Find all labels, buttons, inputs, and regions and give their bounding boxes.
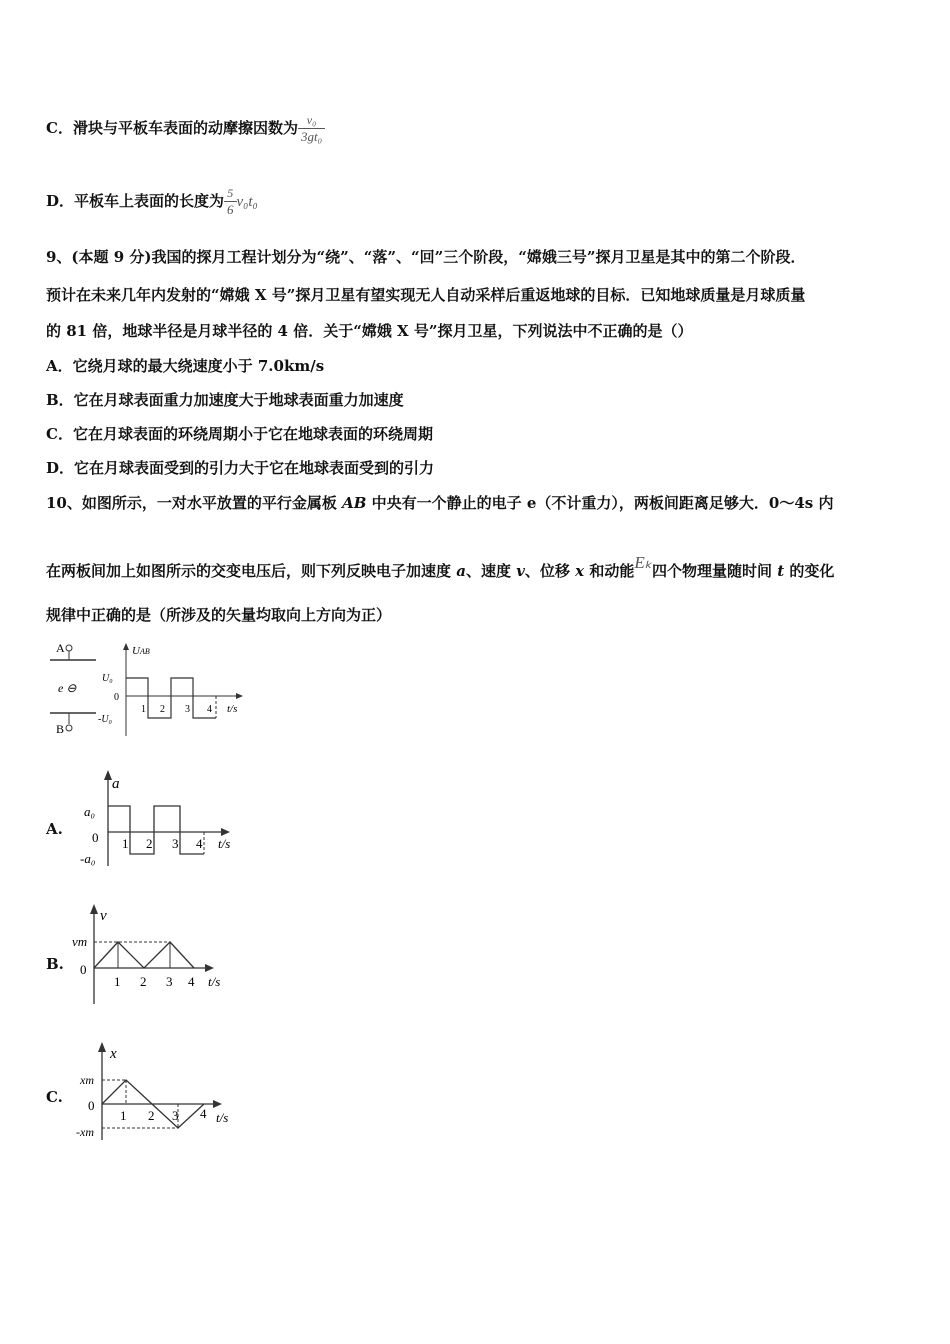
voltage-figure bbox=[44, 640, 254, 740]
tick-label-4: 4 bbox=[196, 836, 203, 851]
v-axis-label: v bbox=[100, 908, 107, 924]
q9-line-3: 的 81 倍，地球半径是月球半径的 4 倍．关于“嫦娥 X 号”探月卫星，下列说法中不正确的是（） bbox=[46, 322, 693, 340]
q10-option-b-label: B. bbox=[46, 955, 64, 973]
electron-label: e ⊖ bbox=[58, 681, 77, 695]
q10-line-2: 在两板间加上如图所示的交变电压后，则下列反映电子加速度 a、速度 v、位移 x 和动能Eₖ四个物理量随时间 t 的变化 bbox=[46, 553, 835, 580]
tick-label-2: 2 bbox=[148, 1108, 155, 1123]
tick-label-4: 4 bbox=[207, 704, 212, 715]
q10-option-a-label: A. bbox=[46, 820, 63, 838]
plate-b-terminal bbox=[66, 725, 72, 731]
length-fraction: $\frac{5}{6}$ bbox=[224, 186, 237, 218]
zero-label: 0 bbox=[92, 830, 99, 845]
tick-label-3: 3 bbox=[185, 704, 190, 715]
tick-label-1: 1 bbox=[120, 1108, 127, 1123]
a-axis-arrow bbox=[104, 770, 112, 780]
u-axis-arrow bbox=[123, 643, 129, 650]
vm-label: vm bbox=[72, 934, 88, 949]
t-axis-label: t/s bbox=[208, 974, 221, 989]
tick-label-1: 1 bbox=[122, 836, 129, 851]
q10-line-3: 规律中正确的是（所涉及的矢量均取向上方向为正） bbox=[46, 606, 392, 624]
kinetic-energy-symbol: Eₖ bbox=[634, 553, 652, 572]
length-tail: v₀t₀ bbox=[236, 194, 258, 210]
tick-label-2: 2 bbox=[140, 974, 147, 989]
zero-label: 0 bbox=[80, 962, 87, 977]
q9-option-b: B．它在月球表面重力加速度大于地球表面重力加速度 bbox=[46, 391, 404, 409]
option-a-graph bbox=[78, 768, 248, 868]
tick-label-1: 1 bbox=[141, 704, 146, 715]
a-axis-label: a bbox=[112, 776, 120, 792]
xm-label: xm bbox=[80, 1073, 94, 1087]
option-c-graph bbox=[76, 1040, 246, 1145]
u-axis-label: UAB bbox=[132, 645, 150, 657]
option-d-length bbox=[46, 186, 258, 218]
q9-line-1: 9、(本题 9 分)我国的探月工程计划分为“绕”、“落”、“回”三个阶段，“嫦娥三号”探月卫星是其中的第二个阶段． bbox=[46, 248, 806, 266]
q9-option-d: D．它在月球表面受到的引力大于它在地球表面受到的引力 bbox=[46, 459, 435, 477]
tick-label-3: 3 bbox=[172, 1108, 179, 1123]
q10-option-c-label: C. bbox=[46, 1088, 63, 1106]
q10-line-1: 10、如图所示，一对水平放置的平行金属板 AB 中央有一个静止的电子 e（不计重力），两板间距离足够大．0～4s 内 bbox=[46, 494, 834, 512]
friction-fraction: $\frac{\text{v₀}}{\text{3gt₀}}$ bbox=[298, 113, 325, 145]
plate-b-label: B bbox=[56, 722, 65, 736]
tick-label-4: 4 bbox=[188, 974, 195, 989]
t-axis-label: t/s bbox=[227, 703, 238, 715]
neg-u0-label: -U₀ bbox=[98, 714, 113, 725]
x-axis-label: x bbox=[110, 1046, 117, 1062]
q9-option-a: A．它绕月球的最大绕速度小于 7.0km/s bbox=[46, 357, 325, 375]
t-axis-arrow bbox=[213, 1100, 222, 1108]
t-axis-label: t/s bbox=[218, 836, 231, 851]
tick-label-2: 2 bbox=[160, 704, 165, 715]
v-axis-arrow bbox=[90, 904, 98, 914]
option-b-graph bbox=[70, 902, 240, 1007]
t-axis-arrow bbox=[221, 828, 230, 836]
q9-option-c: C．它在月球表面的环绕周期小于它在地球表面的环绕周期 bbox=[46, 425, 433, 443]
tick-label-3: 3 bbox=[166, 974, 173, 989]
plate-a-terminal bbox=[66, 645, 72, 651]
tick-label-2: 2 bbox=[146, 836, 153, 851]
u0-label: U₀ bbox=[102, 673, 113, 684]
plate-a-label: A bbox=[56, 641, 65, 655]
zero-label: 0 bbox=[114, 692, 119, 703]
a0-label: a₀ bbox=[84, 804, 96, 819]
tick-label-3: 3 bbox=[172, 836, 179, 851]
option-c-friction bbox=[46, 113, 325, 145]
q9-line-2: 预计在未来几年内发射的“嫦娥 X 号”探月卫星有望实现无人自动采样后重返地球的目标．已知地球质量是月球质量 bbox=[46, 286, 806, 304]
option-d-text: D．平板车上表面的长度为 bbox=[46, 192, 225, 210]
neg-a0-label: -a₀ bbox=[80, 851, 96, 866]
t-axis-arrow bbox=[236, 693, 243, 699]
neg-xm-label: -xm bbox=[76, 1125, 94, 1139]
tick-label-4: 4 bbox=[200, 1106, 207, 1121]
x-axis-arrow bbox=[98, 1042, 106, 1052]
option-c-text: C．滑块与平板车表面的动摩擦因数为 bbox=[46, 119, 298, 137]
tick-label-1: 1 bbox=[114, 974, 121, 989]
zero-label: 0 bbox=[88, 1098, 95, 1113]
t-axis-arrow bbox=[205, 964, 214, 972]
t-axis-label: t/s bbox=[216, 1110, 229, 1125]
velocity-line bbox=[94, 942, 194, 968]
